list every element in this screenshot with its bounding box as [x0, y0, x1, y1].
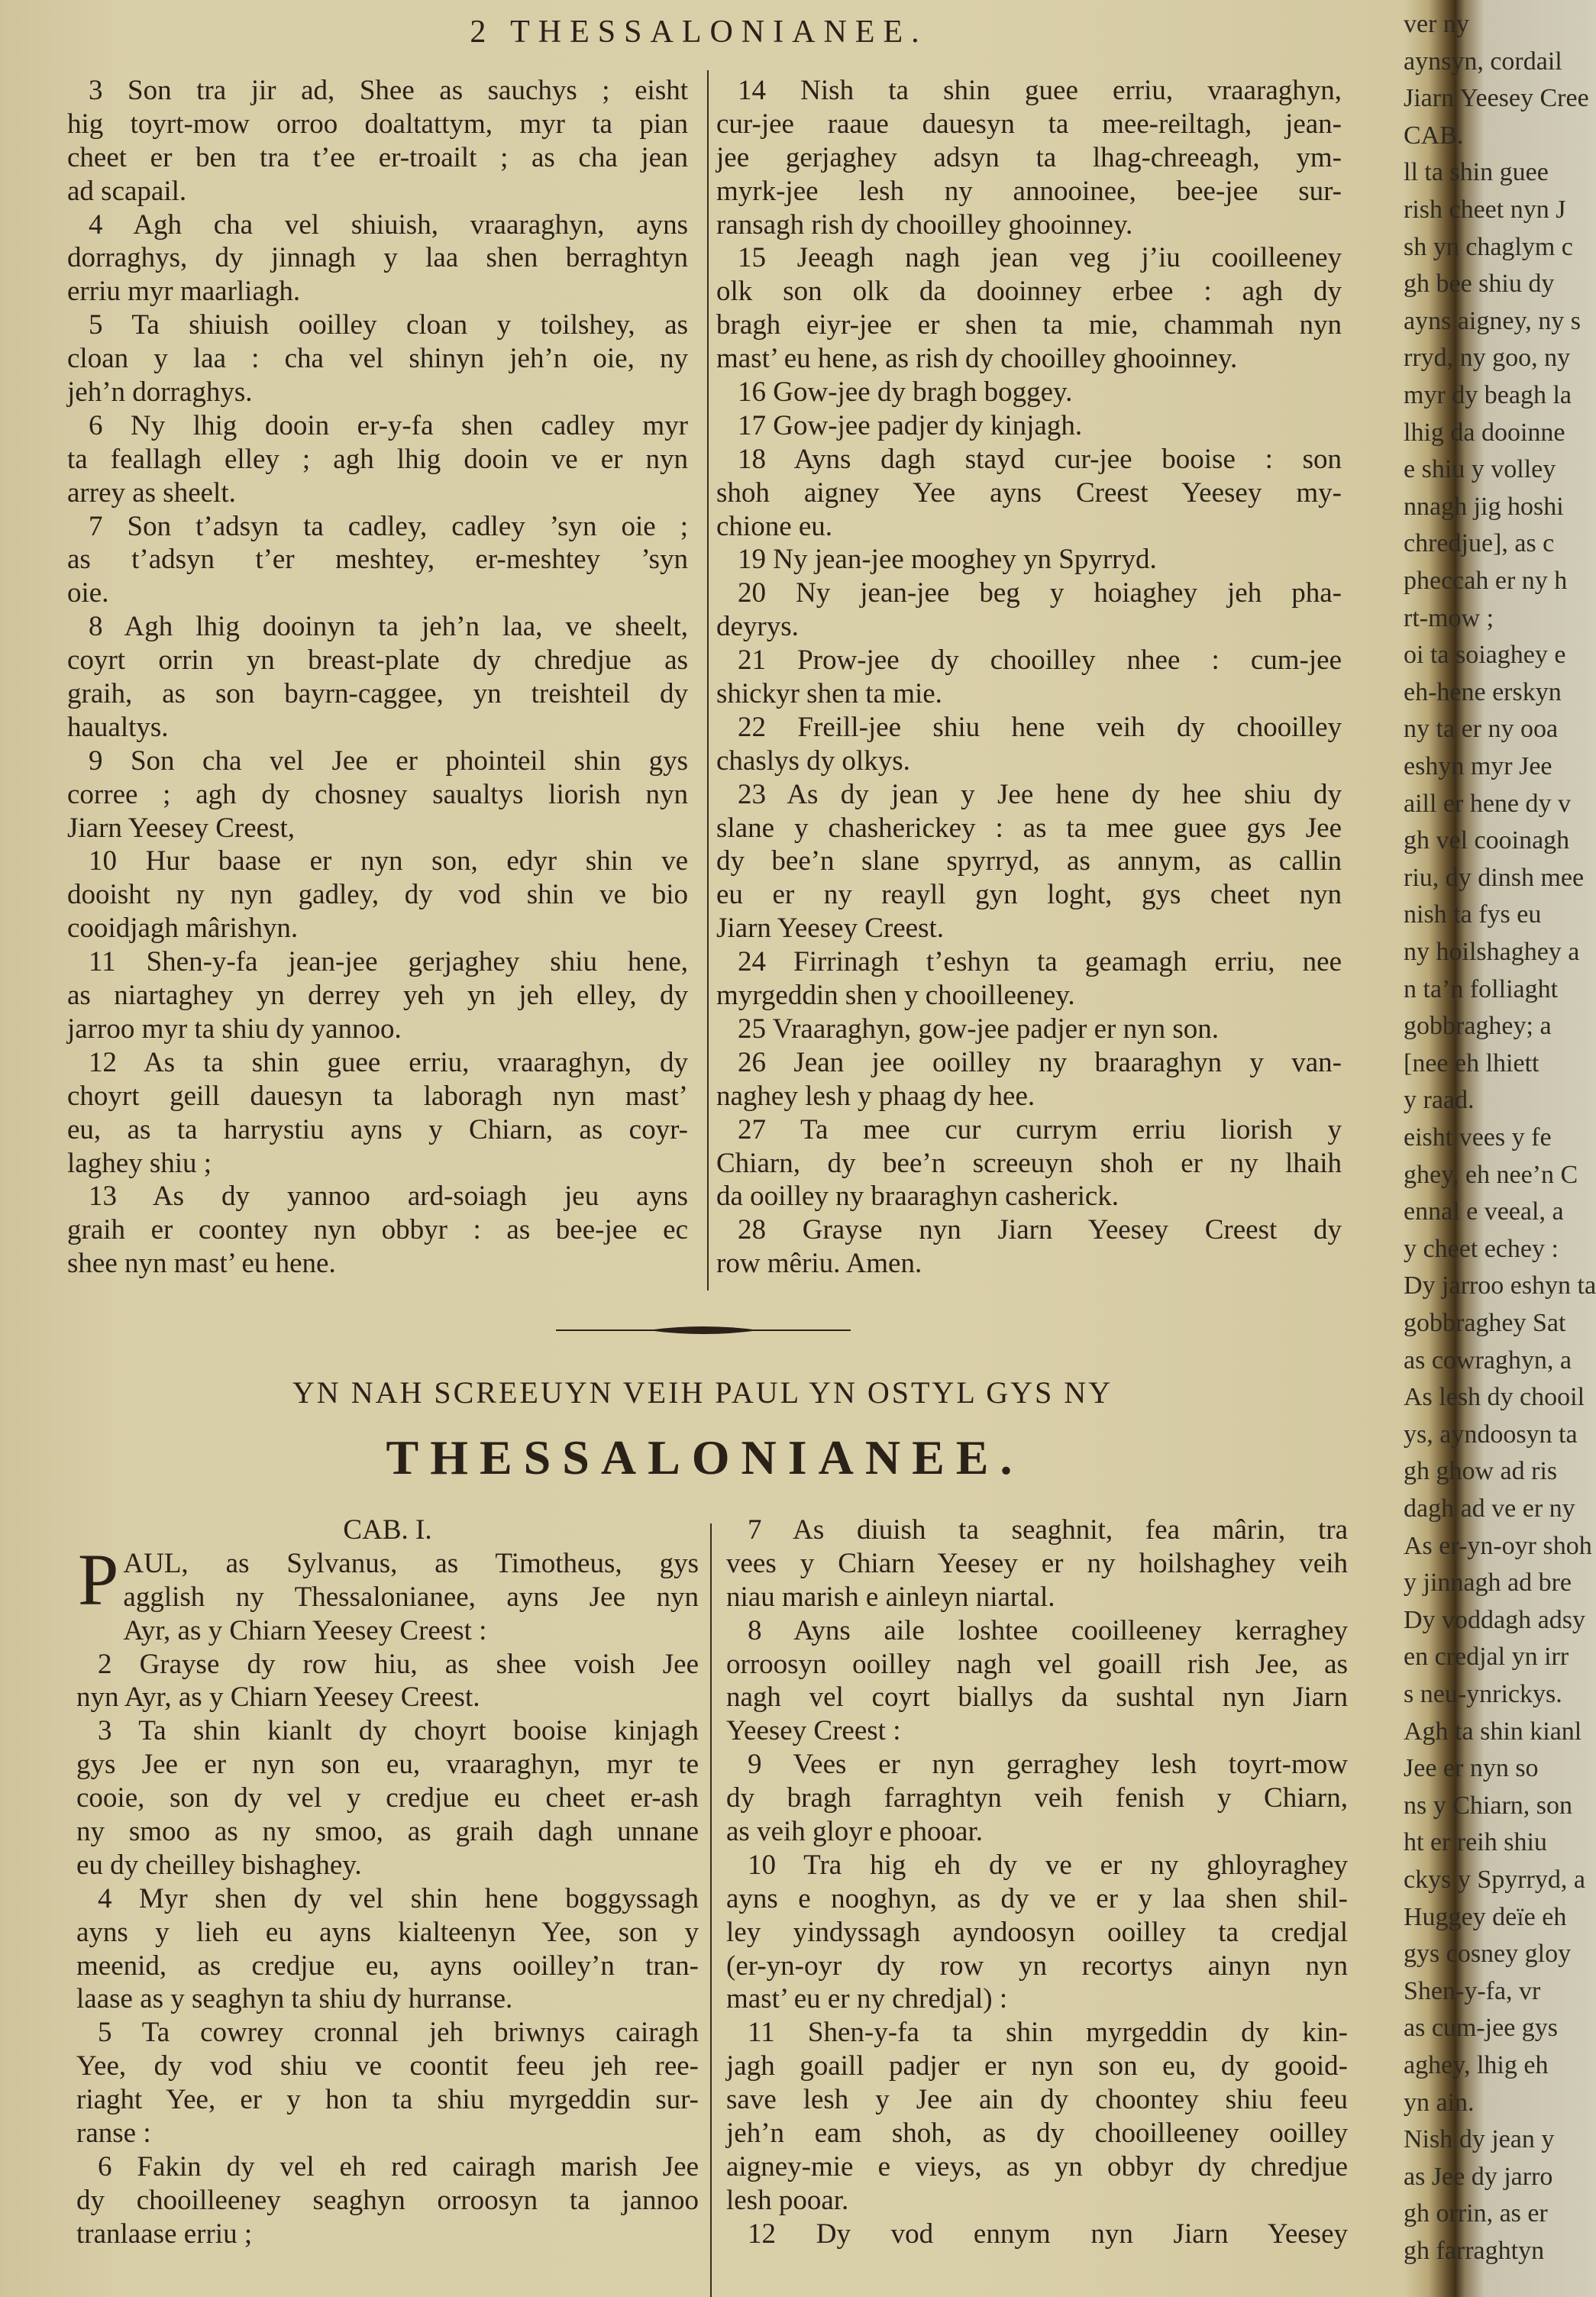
next-page-text-fragment: ny ta er ny ooa: [1404, 715, 1559, 744]
text-line: 17 Gow-jee padjer dy kinjagh.: [738, 409, 1083, 441]
next-page-text-fragment: Dy jarroo eshyn ta: [1404, 1271, 1596, 1300]
text-line: laghey shiu ;: [67, 1147, 212, 1179]
text-line: tranlaase erriu ;: [76, 2218, 253, 2250]
text-line: chione eu.: [716, 510, 833, 542]
next-page-text-fragment: Nish dy jean y: [1404, 2125, 1555, 2154]
text-line: dy bragh farraghtyn veih fenish y Chiarn,: [726, 1782, 1348, 1814]
text-line: 22 Freill-jee shiu hene veih dy chooilley: [738, 711, 1342, 743]
text-line: as niartaghey yn derrey yeh yn jeh elley, dy: [67, 980, 688, 1012]
next-page-text-fragment: ghey, eh nee’n C: [1404, 1160, 1578, 1189]
verse-paragraph: [716, 1213, 1342, 1281]
text-line: as veih gloyr e phooar.: [726, 1816, 983, 1848]
next-page-text-fragment: rryd, ny goo, ny: [1404, 344, 1571, 373]
text-line: meenid, as credjue eu, ayns ooilley’n tran-: [76, 1950, 699, 1982]
text-line: ayns y lieh eu ayns kialteenyn Yee, son y: [76, 1916, 699, 1948]
text-line: 12 Dy vod ennym nyn Jiarn Yeesey: [748, 2218, 1348, 2250]
text-line: shee nyn mast’ eu hene.: [67, 1248, 336, 1280]
next-page-text-fragment: rish cheet nyn J: [1404, 195, 1566, 224]
next-page-text-fragment: As er-yn-oyr shoh: [1404, 1531, 1592, 1560]
next-page-text-fragment: gh orrin, as er: [1404, 2199, 1548, 2228]
next-page-text-fragment: ennal e veeal, a: [1404, 1197, 1564, 1226]
text-line: slane y chasherickey : as ta mee guee gys Jee: [716, 812, 1342, 844]
text-line: choyrt geill dauesyn ta laboragh nyn mast’: [67, 1080, 688, 1112]
next-page-text-fragment: yn ain.: [1404, 2088, 1475, 2117]
verse-paragraph: [76, 2150, 699, 2251]
text-line: Yee, dy vod shiu ve coontit feeu jeh ree-: [76, 2050, 699, 2082]
chapter1-right-column: [726, 1514, 1348, 2251]
text-line: 11 Shen-y-fa ta shin myrgeddin dy kin-: [748, 2017, 1348, 2049]
next-page-text-fragment: ll ta shin guee: [1404, 158, 1549, 187]
chapter1-left-verses: [76, 1648, 699, 2251]
text-line: bragh eiyr-jee er shen ta mie, chammah nyn: [716, 309, 1342, 341]
next-page-text-fragment: Jiarn Yeesey Cree: [1404, 84, 1589, 113]
text-line: 4 Agh cha vel shiuish, vraaraghyn, ayns: [89, 208, 688, 241]
text-line: 11 Shen-y-fa jean-jee gerjaghey shiu hene,: [89, 946, 688, 978]
text-line: eu dy cheilley bishaghey.: [76, 1849, 362, 1881]
verse-paragraph: [67, 309, 688, 409]
text-line: (er-yn-oyr dy row yn recortys ainyn nyn: [726, 1950, 1348, 1982]
text-line: 16 Gow-jee dy bragh boggey.: [738, 376, 1073, 409]
text-line: coyrt orrin yn breast-plate dy chredjue as: [67, 645, 688, 677]
next-page-text-fragment: gh ghow ad ris: [1404, 1457, 1558, 1486]
next-page-text-fragment: ns y Chiarn, son: [1404, 1791, 1572, 1820]
next-page-text-fragment: eshyn myr Jee: [1404, 752, 1552, 780]
next-page-text-fragment: sh yn chaglym c: [1404, 232, 1573, 261]
text-line: laase as y seaghyn ta shiu dy hurranse.: [76, 1983, 513, 2015]
verse-paragraph: [67, 208, 688, 309]
next-page-edge: [1404, 0, 1596, 2297]
text-line: save lesh y Jee ain dy choontey shiu feeu: [726, 2084, 1348, 2116]
verse-paragraph: [716, 443, 1342, 544]
verse-paragraph: [726, 1748, 1348, 1849]
text-line: jee gerjaghey adsyn ta lhag-chreeagh, ym-: [716, 141, 1342, 173]
text-line: 13 As dy yannoo ard-soiagh jeu ayns: [89, 1181, 688, 1213]
verse-paragraph: [76, 1882, 699, 2017]
next-page-text-fragment: dagh ad ve er ny: [1404, 1494, 1575, 1523]
text-line: 3 Son tra jir ad, Shee as sauchys ; eisht: [89, 75, 688, 106]
text-line: 5 Ta cowrey cronnal jeh briwnys cairagh: [98, 2017, 699, 2049]
chapter-heading: CAB. I.: [343, 1514, 432, 1546]
next-page-text-fragment: oi ta soiaghey e: [1404, 641, 1566, 670]
text-line: oie.: [67, 577, 109, 609]
next-page-text-fragment: nnagh jig hoshi: [1404, 492, 1564, 521]
text-line: 25 Vraaraghyn, gow-jee padjer er nyn son.: [738, 1013, 1219, 1045]
text-line: graih, as son bayrn-caggee, yn treishteil dy: [67, 678, 688, 710]
next-page-text-fragment: as cum-jee gys: [1404, 2014, 1559, 2043]
verse-paragraph: [716, 1046, 1342, 1113]
next-page-text-fragment: Agh ta shin kianl: [1404, 1717, 1582, 1746]
text-line: AUL, as Sylvanus, as Timotheus, gys: [123, 1547, 699, 1579]
text-line: arrey as sheelt.: [67, 477, 236, 509]
text-line: orroosyn ooilley nagh vel goaill rish Jee, as: [726, 1648, 1348, 1680]
text-line: myrgeddin shen y chooilleeney.: [716, 980, 1075, 1012]
text-line: jagh goaill padjer er nyn son eu, dy gooid-: [726, 2050, 1348, 2082]
text-line: dorraghys, dy jinnagh y laa shen berraghtyn: [67, 242, 688, 274]
text-line: cloan y laa : cha vel shinyn jeh’n oie, ny: [67, 343, 688, 375]
column-divider: [710, 1523, 712, 2297]
text-line: gys Jee er nyn son eu, vraaraghyn, myr te: [76, 1749, 699, 1781]
text-line: 28 Grayse nyn Jiarn Yeesey Creest dy: [738, 1214, 1342, 1246]
text-line: 15 Jeeagh nagh jean veg j’iu cooilleeney: [738, 242, 1342, 274]
text-line: 27 Ta mee cur currym erriu liorish y: [738, 1113, 1342, 1145]
next-page-text-fragment: Jee er nyn so: [1404, 1754, 1539, 1783]
text-line: 7 As diuish ta seaghnit, fea mârin, tra: [748, 1514, 1348, 1546]
text-line: mast’ eu hene, as rish dy chooilley ghooinney.: [716, 343, 1238, 375]
next-page-text-fragment: ayns aigney, ny s: [1404, 306, 1581, 335]
next-page-text-fragment: Shen-y-fa, vr: [1404, 1976, 1541, 2005]
verse-paragraph: [716, 644, 1342, 711]
text-line: naghey lesh y phaag dy hee.: [716, 1080, 1035, 1112]
text-line: dy bee’n slane spyrryd, as annym, as callin: [716, 845, 1342, 877]
verse-paragraph: [76, 2016, 699, 2150]
text-line: cooie, son dy vel y credjue eu cheet er-ash: [76, 1782, 699, 1814]
text-line: shoh aigney Yee ayns Creest Yeesey my-: [716, 477, 1342, 509]
text-line: Yeesey Creest :: [726, 1715, 901, 1747]
next-page-text-fragment: n ta’n folliaght: [1404, 974, 1559, 1003]
next-page-text-fragment: ckys y Spyrryd, a: [1404, 1866, 1585, 1894]
text-line: 20 Ny jean-jee beg y hoiaghey jeh pha-: [738, 577, 1342, 609]
text-line: hig toyrt-mow orroo doaltattym, myr ta pian: [67, 108, 688, 140]
text-line: myrk-jee lesh ny annooinee, bee-jee sur-: [716, 175, 1342, 207]
verse-paragraph: [67, 1180, 688, 1281]
text-line: haualtys.: [67, 711, 169, 743]
verse-paragraph: [716, 74, 1342, 241]
next-page-text-fragment: chredjue], as c: [1404, 529, 1555, 558]
text-line: 14 Nish ta shin guee erriu, vraaraghyn,: [738, 75, 1342, 106]
text-line: ayns e nooghyn, as dy ve er y laa shen shil-: [726, 1882, 1348, 1914]
verse-paragraph: [716, 409, 1342, 443]
text-line: Ayr, as y Chiarn Yeesey Creest :: [123, 1614, 487, 1646]
text-line: aigney-mie e vieys, as yn obbyr dy chredjue: [726, 2150, 1348, 2182]
text-line: 8 Ayns aile loshtee cooilleeney kerraghey: [748, 1614, 1348, 1646]
next-page-text-fragment: As lesh dy chooil: [1404, 1383, 1585, 1412]
verse-paragraph: [716, 1013, 1342, 1046]
next-page-text-fragment: gh bee shiu dy: [1404, 270, 1555, 299]
text-line: 19 Ny jean-jee mooghey yn Spyrryd.: [738, 544, 1157, 576]
text-line: 6 Fakin dy vel eh red cairagh marish Jee: [98, 2150, 699, 2182]
text-line: cooidjagh mârishyn.: [67, 913, 299, 945]
text-line: cheet er ben tra t’ee er-troailt ; as cha jean: [67, 141, 688, 173]
text-line: shickyr shen ta mie.: [716, 678, 942, 710]
column-divider: [707, 70, 709, 1291]
text-line: 23 As dy jean y Jee hene dy hee shiu dy: [738, 778, 1342, 810]
text-line: agglish ny Thessalonianee, ayns Jee nyn: [123, 1581, 699, 1613]
text-line: dy chooilleeney seaghyn orroosyn ta jannoo: [76, 2184, 699, 2216]
next-page-text-fragment: ny hoilshaghey a: [1404, 938, 1580, 966]
chapter5-right-column: [716, 74, 1342, 1281]
verse-paragraph: [716, 241, 1342, 376]
next-page-text-fragment: y raad.: [1404, 1086, 1475, 1115]
drop-cap: P: [78, 1538, 119, 1620]
next-page-text-fragment: rt-mow ;: [1404, 603, 1494, 632]
text-line: 5 Ta shiuish ooilley cloan y toilshey, as: [89, 309, 688, 341]
verse-paragraph: [716, 376, 1342, 409]
text-line: niau marish e ainleyn niartal.: [726, 1581, 1055, 1613]
text-line: eu er ny reayll gyn loght, gys cheet nyn: [716, 879, 1342, 911]
verse-paragraph: [67, 409, 688, 510]
next-page-text-fragment: as Jee dy jarro: [1404, 2162, 1553, 2191]
text-line: 4 Myr shen dy vel shin hene boggyssagh: [98, 1882, 699, 1914]
text-line: 3 Ta shin kianlt dy choyrt booise kinjagh: [98, 1715, 699, 1747]
next-page-text-fragment: ys, ayndoosyn ta: [1404, 1420, 1578, 1449]
next-page-text-fragment: lhig da dooinne: [1404, 418, 1565, 447]
next-page-text-fragment: e shiu y volley: [1404, 455, 1556, 484]
text-line: nyn Ayr, as y Chiarn Yeesey Creest.: [76, 1682, 480, 1714]
text-line: ny smoo as ny smoo, as graih dagh unnane: [76, 1816, 699, 1848]
text-line: 26 Jean jee ooilley ny braaraghyn y van-: [738, 1046, 1342, 1078]
text-line: 21 Prow-jee dy chooilley nhee : cum-jee: [738, 645, 1342, 677]
text-line: graih er coontey nyn obbyr : as bee-jee ec: [67, 1214, 688, 1246]
text-line: mast’ eu er ny chredjal) :: [726, 1983, 1008, 2015]
text-line: 2 Grayse dy row hiu, as shee voish Jee: [98, 1648, 699, 1680]
next-page-text-fragment: gys cosney gloy: [1404, 1940, 1572, 1969]
next-page-text-fragment: y cheet echey :: [1404, 1234, 1559, 1263]
next-page-text-fragment: en credjal yn irr: [1404, 1643, 1569, 1672]
verse-paragraph: [726, 2016, 1348, 2217]
verse-paragraph: [67, 1046, 688, 1181]
text-line: deyrys.: [716, 611, 799, 643]
text-line: olk son olk da dooinney erbee : agh dy: [716, 276, 1342, 308]
verse-paragraph: [726, 1614, 1348, 1749]
next-page-text-fragment: myr dy beagh la: [1404, 381, 1572, 409]
verse-paragraph: [716, 945, 1342, 1013]
verse-paragraph: [716, 1113, 1342, 1214]
ornamental-rule: [556, 1323, 851, 1338]
next-page-text-fragment: Huggey deïe eh: [1404, 1902, 1567, 1931]
text-line: 24 Firrinagh t’eshyn ta geamagh erriu, nee: [738, 946, 1342, 978]
next-page-text-fragment: y jinnagh ad bre: [1404, 1568, 1572, 1598]
text-line: da ooilley ny braaraghyn casherick.: [716, 1181, 1119, 1213]
text-line: 6 Ny lhig dooin er-y-fa shen cadley myr: [89, 409, 688, 441]
text-line: row mêriu. Amen.: [716, 1248, 922, 1280]
next-page-text-fragment: gobbraghey Sat: [1404, 1309, 1566, 1337]
text-line: ta feallagh elley ; agh lhig dooin ve er nyn: [67, 443, 688, 475]
text-line: 9 Son cha vel Jee er phointeil shin gys: [89, 745, 688, 777]
next-page-text-fragment: gh farraghtyn: [1404, 2237, 1545, 2265]
text-line: ransagh rish dy chooilley ghooinney.: [716, 208, 1133, 241]
next-page-text-fragment: s neu-ynrickys.: [1404, 1680, 1562, 1708]
text-line: as t’adsyn t’er meshtey, er-meshtey ’syn: [67, 544, 688, 576]
running-head: 2 THESSALONIANEE.: [470, 15, 928, 50]
next-page-text-fragment: eisht vees y fe: [1404, 1123, 1552, 1152]
text-line: jeh’n eam shoh, as dy chooilleeney ooilley: [726, 2118, 1348, 2150]
verse-paragraph: [716, 711, 1342, 778]
verse-paragraph: [716, 577, 1342, 644]
verse-paragraph: [76, 1648, 699, 1715]
text-line: erriu myr maarliagh.: [67, 276, 301, 308]
text-line: 18 Ayns dagh stayd cur-jee booise : son: [738, 443, 1342, 475]
text-line: 7 Son t’adsyn ta cadley, cadley ’syn oie ;: [89, 510, 688, 542]
text-line: cur-jee raaue dauesyn ta mee-reiltagh, jean-: [716, 108, 1342, 140]
text-line: Chiarn, dy bee’n screeuyn shoh er ny lhaih: [716, 1147, 1342, 1179]
text-line: vees y Chiarn Yeesey er ny hoilshaghey veih: [726, 1547, 1348, 1579]
text-line: dooisht ny nyn gadley, dy vod shin ve bio: [67, 879, 688, 911]
verse-paragraph: [726, 1849, 1348, 2016]
text-line: 10 Hur baase er nyn son, edyr shin ve: [89, 845, 688, 877]
text-line: ad scapail.: [67, 175, 187, 207]
chapter1-left-column: [76, 1514, 699, 2251]
next-page-text-fragment: aghey, lhig eh: [1404, 2051, 1549, 2079]
text-line: corree ; agh dy chosney saualtys liorish nyn: [67, 778, 688, 810]
verse-paragraph: [716, 543, 1342, 577]
text-line: Jiarn Yeesey Creest.: [716, 913, 945, 945]
next-page-text-fragment: ver ny: [1404, 10, 1469, 38]
text-line: jarroo myr ta shiu dy yannoo.: [67, 1013, 402, 1045]
text-line: riaght Yee, er y hon ta shiu myrgeddin sur-: [76, 2084, 699, 2116]
book-subtitle: YN NAH SCREEUYN VEIH PAUL YN OSTYL GYS NY: [292, 1375, 1113, 1410]
verse-paragraph: [67, 510, 688, 611]
chapter5-left-column: [67, 74, 688, 1281]
text-line: 12 As ta shin guee erriu, vraaraghyn, dy: [89, 1046, 688, 1078]
next-page-text-fragment: as cowraghyn, a: [1404, 1346, 1572, 1375]
verse-paragraph: [67, 74, 688, 208]
text-line: eu, as ta harrystiu ayns y Chiarn, as coyr-: [67, 1113, 688, 1145]
verse-paragraph: [726, 2218, 1348, 2251]
next-page-text-fragment: nish ta fys eu: [1404, 900, 1542, 929]
verse-paragraph: [67, 845, 688, 945]
next-page-text-fragment: aill er hene dy v: [1404, 789, 1572, 818]
next-page-text-fragment: Dy voddagh adsy: [1404, 1605, 1585, 1634]
text-line: nagh vel coyrt biallys da sushtal nyn Jiarn: [726, 1682, 1348, 1714]
opening-paragraph: [76, 1538, 699, 1648]
verse-paragraph: [67, 945, 688, 1046]
text-line: lesh pooar.: [726, 2184, 849, 2216]
next-page-text-fragment: aynsyn, cordail: [1404, 47, 1562, 76]
next-page-text-fragment: gh vel cooinagh: [1404, 826, 1570, 855]
text-line: jeh’n dorraghys.: [67, 376, 253, 409]
text-line: 9 Vees er nyn gerraghey lesh toyrt-mow: [748, 1749, 1348, 1781]
next-page-text-fragment: CAB.: [1404, 121, 1464, 150]
verse-paragraph: [76, 1714, 699, 1882]
next-page-text-fragment: riu, dy dinsh mee: [1404, 863, 1585, 892]
text-line: 10 Tra hig eh dy ve er ny ghloyraghey: [748, 1849, 1348, 1881]
next-page-text-fragment: eh-hene erskyn: [1404, 677, 1562, 706]
next-page-text-fragment: pheccah er ny h: [1404, 567, 1568, 595]
next-page-text-fragment: [nee eh lhiett: [1404, 1048, 1539, 1077]
verse-paragraph: [726, 1514, 1348, 1614]
next-page-text-fragment: gobbraghey; a: [1404, 1012, 1552, 1041]
text-line: chaslys dy olkys.: [716, 745, 910, 777]
verse-paragraph: [67, 745, 688, 845]
text-line: 8 Agh lhig dooinyn ta jeh’n laa, ve sheelt,: [89, 611, 688, 643]
text-line: ranse :: [76, 2118, 151, 2150]
next-page-text-fragment: ht er reih shiu: [1404, 1828, 1547, 1857]
verse-paragraph: [67, 610, 688, 745]
book-title: THESSALONIANEE.: [386, 1430, 1024, 1484]
text-line: Jiarn Yeesey Creest,: [67, 812, 296, 844]
text-line: ley yindyssagh ayndoosyn ooilley ta credjal: [726, 1916, 1348, 1948]
verse-paragraph: [716, 778, 1342, 945]
